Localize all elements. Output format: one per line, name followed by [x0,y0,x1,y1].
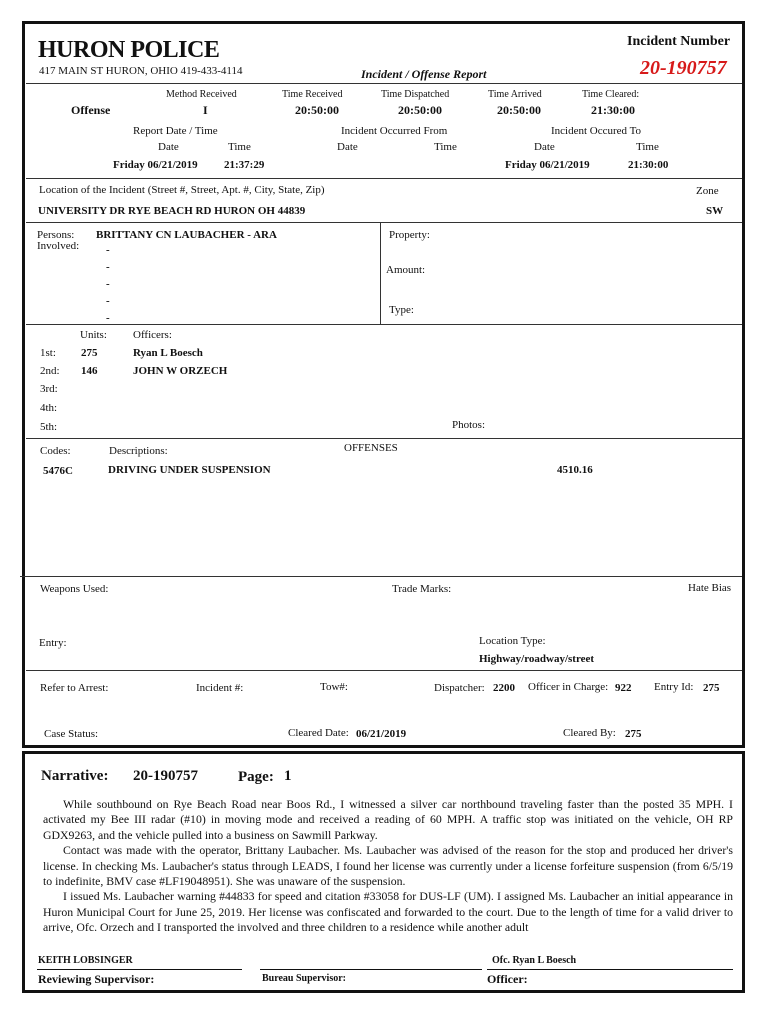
person-4: - [106,278,110,290]
officer-signature-line [487,969,733,970]
person-1: BRITTANY CN LAUBACHER - ARA [96,229,277,241]
bureau-signature-line [260,969,482,970]
narrative-text [43,797,733,936]
hate-bias-label: Hate Bias [688,582,732,594]
reviewing-supervisor-name: KEITH LOBSINGER [38,955,133,966]
to-date-value: Friday 06/21/2019 [505,159,590,171]
dates-divider [26,178,742,179]
location-divider [26,222,742,223]
entry-id-label: Entry Id: [654,681,694,693]
trade-marks-label: Trade Marks: [392,583,452,595]
dispatcher-value: 2200 [493,682,515,694]
time-cleared-label: Time Cleared: [582,89,640,100]
narrative-label: Narrative: [41,768,109,784]
location-type-value: Highway/roadway/street [479,653,595,665]
header-divider [26,83,742,84]
time-dispatched-value: 20:50:00 [398,103,442,117]
officer-label: Officer: [487,972,528,986]
report-type: Incident / Offense Report [361,67,487,81]
time-arrived-value: 20:50:00 [497,103,541,117]
involved-label: Involved: [37,240,80,252]
zone-value: SW [706,205,724,217]
occurred-to-label: Incident Occured To [551,125,642,137]
person-3: - [106,261,110,273]
persons-label: Persons: [37,229,75,241]
entry-id-value: 275 [703,682,720,694]
incident-no-label: Incident #: [196,682,244,694]
officers-label: Officers: [133,329,172,341]
officer-in-charge-value: 922 [615,682,632,694]
reviewing-supervisor-label: Reviewing Supervisor: [38,972,155,986]
method-received-label: Method Received [166,89,237,100]
property-divider [380,223,381,324]
type-label: Type: [389,304,414,316]
cleared-date-label: Cleared Date: [288,727,349,739]
time-received-label: Time Received [282,89,343,100]
report-date-sublabel: Date [158,141,179,153]
narrative-paragraph-2: Contact was made with the operator, Brittany Laubacher. Ms. Laubacher was advised of the reason for the stop and produced her driver's license. In checking Ms. Laubacher's status through LEADS, I found her license was currently under a license forfeiture suspension (from 6/5/19 to indefinite, BMV case #LF19048951). She was unaware of the suspension. [43,843,733,889]
incident-number: 20-190757 [640,57,727,79]
person-5: - [106,295,110,307]
time-cleared-value: 21:30:00 [591,103,635,117]
time-received-value: 20:50:00 [295,103,339,117]
to-time-value: 21:30:00 [628,159,669,171]
from-date-sublabel: Date [337,141,358,153]
offense-label: Offense [71,103,111,117]
offenses-label: OFFENSES [344,442,398,454]
refer-to-arrest-label: Refer to Arrest: [40,682,109,694]
offense-code: 5476C [43,465,73,477]
from-time-sublabel: Time [434,141,457,153]
tow-label: Tow#: [320,681,348,693]
codes-label: Codes: [40,445,71,457]
property-label: Property: [389,229,430,241]
incident-number-label: Incident Number [627,34,731,49]
cleared-by-label: Cleared By: [563,727,616,739]
to-time-sublabel: Time [636,141,659,153]
location-value: UNIVERSITY DR RYE BEACH RD HURON OH 44839 [38,205,306,217]
officer-in-charge-label: Officer in Charge: [528,681,609,693]
weapons-label: Weapons Used: [40,583,109,595]
offense-statute: 4510.16 [557,464,593,476]
dispatcher-label: Dispatcher: [434,682,485,694]
case-status-label: Case Status: [44,728,99,740]
amount-label: Amount: [386,264,426,276]
units-label: Units: [80,329,107,341]
method-received-value: I [203,103,208,117]
location-label: Location of the Incident (Street #, Street, Apt. #, City, State, Zip) [39,184,325,196]
descriptions-label: Descriptions: [109,445,168,457]
report-date-label: Report Date / Time [133,125,218,137]
zone-label: Zone [696,185,719,197]
unit-row-1-officer: Ryan L Boesch [133,347,203,359]
narrative-number: 20-190757 [133,768,198,784]
narrative-page-number: 1 [284,768,292,784]
narrative-paragraph-3: I issued Ms. Laubacher warning #44833 for speed and citation #33058 for DUS-LF (UM). I assigned Ms. Laubacher an initial appearance in Huron Municipal Court for June 25, 2019. Her license was confiscated and forwarded to the court. Due to the length of time for a valid driver to arrive, Ofc. Orzech and I transported the involved and three children to a residence while another adult [43,889,733,935]
unit-row-4-label: 4th: [40,402,58,414]
narrative-paragraph-1: While southbound on Rye Beach Road near Boos Rd., I witnessed a silver car northbound traveling faster than the posted 35 MPH. I activated my Bee III radar (#10) in moving mode and received a reading of 60 MPH. A traffic stop was initiated on the vehicle, OH RP GDX9263, and the vehicle pulled into a business on Sawmill Parkway. [43,797,733,842]
bureau-supervisor-label: Bureau Supervisor: [262,973,346,984]
cleared-date-value: 06/21/2019 [356,728,407,740]
units-divider [26,438,742,439]
entry-label: Entry: [39,637,67,649]
officer-name: Ofc. Ryan L Boesch [492,955,577,966]
unit-row-1-label: 1st: [40,347,56,359]
codes-divider [20,576,742,577]
report-time-sublabel: Time [228,141,251,153]
unit-row-5-label: 5th: [40,421,58,433]
unit-row-1-unit: 275 [81,347,98,359]
person-6: - [106,312,110,324]
report-time-value: 21:37:29 [224,159,265,171]
location-type-label: Location Type: [479,635,546,647]
agency-title: HURON POLICE [38,37,220,63]
entry-divider [26,670,742,671]
offense-description: DRIVING UNDER SUSPENSION [108,464,271,476]
narrative-page-label: Page: [238,769,274,785]
reviewing-signature-line [37,969,242,970]
cleared-by-value: 275 [625,728,642,740]
report-date-value: Friday 06/21/2019 [113,159,198,171]
time-arrived-label: Time Arrived [488,89,542,100]
photos-label: Photos: [452,419,486,431]
unit-row-2-label: 2nd: [40,365,60,377]
unit-row-3-label: 3rd: [40,383,58,395]
time-dispatched-label: Time Dispatched [381,89,450,100]
persons-divider [26,324,742,325]
person-2: - [106,244,110,256]
to-date-sublabel: Date [534,141,555,153]
agency-address: 417 MAIN ST HURON, OHIO 419-433-4114 [39,65,243,77]
occurred-from-label: Incident Occurred From [341,125,448,137]
unit-row-2-officer: JOHN W ORZECH [133,365,228,377]
unit-row-2-unit: 146 [81,365,98,377]
